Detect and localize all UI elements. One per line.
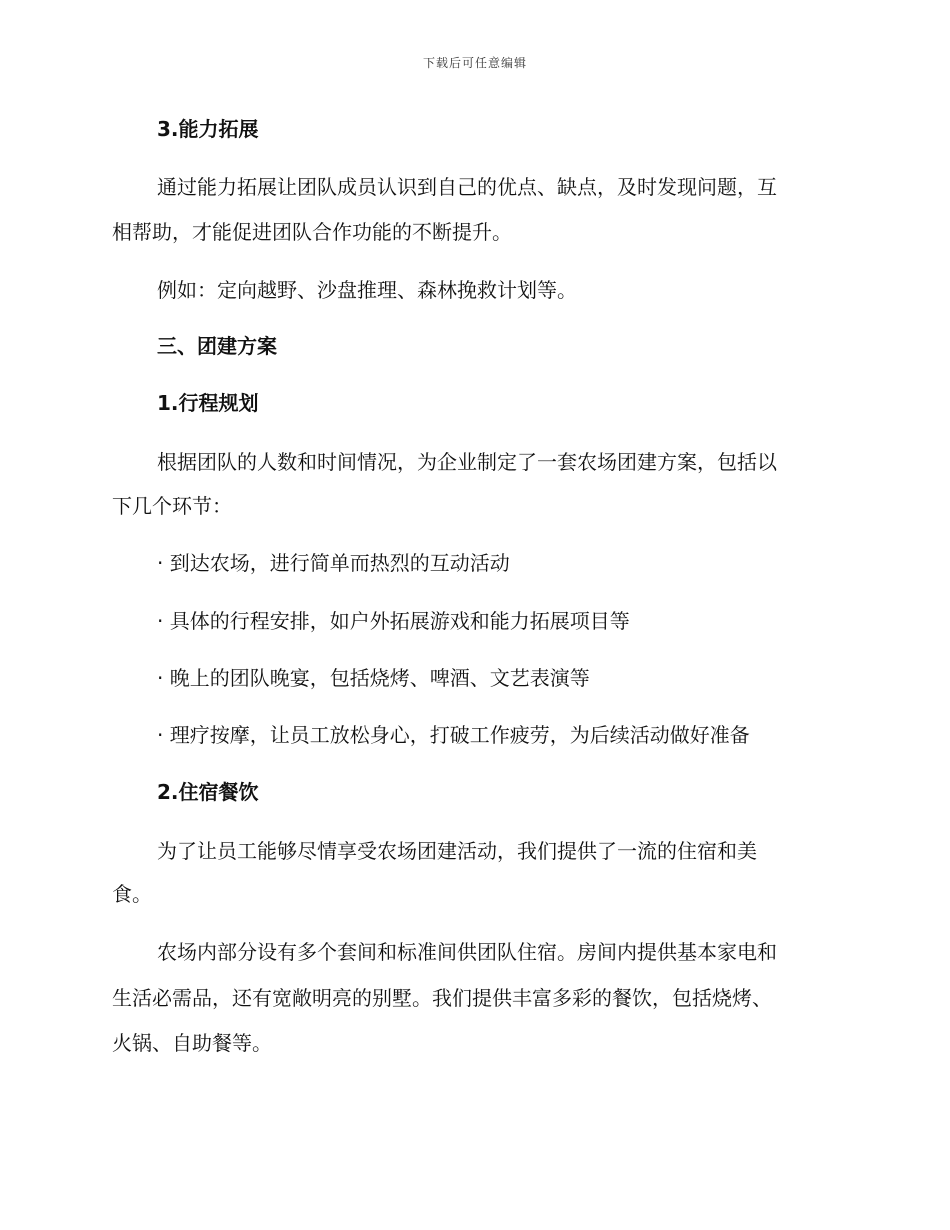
- paragraph-line: 食。: [112, 882, 152, 906]
- list-item: · 具体的行程安排，如户外拓展游戏和能力拓展项目等: [157, 609, 630, 633]
- section-heading-itinerary: 1.行程规划: [157, 391, 259, 415]
- page-header: 下载后可任意编辑: [422, 56, 527, 70]
- section-heading-lodging: 2.住宿餐饮: [157, 780, 259, 804]
- section-heading-plan: 三、团建方案: [157, 334, 277, 358]
- paragraph-line: 例如：定向越野、沙盘推理、森林挽救计划等。: [157, 278, 577, 302]
- paragraph-line: 农场内部分设有多个套间和标准间供团队住宿。房间内提供基本家电和: [157, 940, 777, 964]
- paragraph-line: 火锅、自助餐等。: [112, 1031, 272, 1055]
- section-heading-ability: 3.能力拓展: [157, 117, 259, 141]
- paragraph-line: 通过能力拓展让团队成员认识到自己的优点、缺点，及时发现问题，互: [157, 175, 777, 199]
- paragraph-line: 相帮助，才能促进团队合作功能的不断提升。: [112, 220, 512, 244]
- list-item: · 理疗按摩，让员工放松身心，打破工作疲劳，为后续活动做好准备: [157, 723, 750, 747]
- paragraph-line: 生活必需品，还有宽敞明亮的别墅。我们提供丰富多彩的餐饮，包括烧烤、: [112, 986, 772, 1010]
- list-item: · 晚上的团队晚宴，包括烧烤、啤酒、文艺表演等: [157, 666, 590, 690]
- paragraph-line: 下几个环节：: [112, 494, 232, 518]
- paragraph-line: 根据团队的人数和时间情况，为企业制定了一套农场团建方案，包括以: [157, 450, 777, 474]
- paragraph-line: 为了让员工能够尽情享受农场团建活动，我们提供了一流的住宿和美: [157, 839, 757, 863]
- list-item: · 到达农场，进行简单而热烈的互动活动: [157, 551, 510, 575]
